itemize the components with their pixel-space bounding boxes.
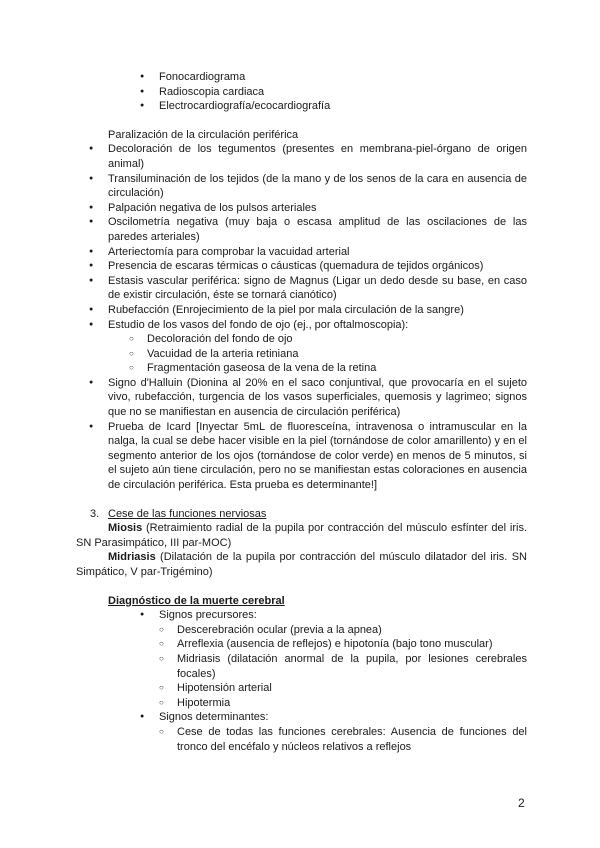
precursores-list bbox=[76, 623, 527, 711]
list-item: ● Radioscopia cardiaca bbox=[127, 85, 527, 100]
sublist-item: ○ Descerebración ocular (previa a la apnea) bbox=[159, 623, 527, 638]
list-item: ● Fonocardiograma bbox=[127, 70, 527, 85]
list-item: ● Transiluminación de los tejidos (de la mano y de los senos de la cara en ausencia de circulación) bbox=[76, 172, 527, 201]
list-item: ● Presencia de escaras térmicas o cáusticas (quemadura de tejidos orgánicos) bbox=[76, 259, 527, 274]
sublist-item: ○ Arreflexia (ausencia de reflejos) e hipotonía (bajo tono muscular) bbox=[159, 637, 527, 652]
midriasis-paragraph bbox=[76, 550, 527, 579]
section-heading-cese bbox=[76, 507, 527, 522]
list-item: ● Rubefacción (Enrojecimiento de la piel por mala circulación de la sangre) bbox=[76, 303, 527, 318]
fondo-ojo-sublist bbox=[76, 332, 527, 376]
section-number: 3. bbox=[90, 507, 100, 520]
section-title-paralizacion: Paralización de la circulación periférica bbox=[108, 128, 299, 141]
list-item: ● Electrocardiografía/ecocardiografía bbox=[127, 99, 527, 114]
miosis-description: (Retraimiento radial de la pupila por contracción del músculo esfínter del iris. SN Parasimpático, III par-MOC) bbox=[76, 522, 527, 549]
list-item: ● Prueba de Icard [Inyectar 5mL de fluoresceína, intravenosa o intramuscular en la nalga, la cual se debe hacer visible en la piel (tornándose de color amarillento) y en el segmento anterior de los ojos (tornándose de color verde) en menos de 5 minutos, si el sujeto aún tiene circulación, pero no se manifiestan estas coloraciones en ausencia de circulación periférica. Esta prueba es determinante!] bbox=[76, 420, 527, 493]
diagnostico-heading: Diagnóstico de la muerte cerebral bbox=[108, 594, 285, 607]
sublist-item: ○ Decoloración del fondo de ojo bbox=[129, 332, 527, 347]
determinantes-label: ● Signos determinantes: bbox=[127, 710, 527, 725]
spacer bbox=[76, 493, 527, 507]
miosis-paragraph bbox=[76, 521, 527, 550]
diagnostic-methods-list bbox=[76, 70, 527, 114]
sublist-item: ○ Hipotermia bbox=[159, 696, 527, 711]
determinantes-list bbox=[76, 725, 527, 754]
sublist-item: ○ Hipotensión arterial bbox=[159, 681, 527, 696]
list-item: ● Estasis vascular periférica: signo de Magnus (Ligar un dedo desde su base, en caso de existir circulación, éste se tornará cianótico) bbox=[76, 274, 527, 303]
page-number: 2 bbox=[518, 796, 525, 810]
list-item: ● Oscilometría negativa (muy baja o escasa amplitud de las oscilaciones de las paredes arteriales) bbox=[76, 215, 527, 244]
list-item: ● Arteriectomía para comprobar la vacuidad arterial bbox=[76, 245, 527, 260]
paralizacion-list-continued bbox=[76, 376, 527, 493]
page-content bbox=[76, 70, 527, 754]
sublist-item: ○ Cese de todas las funciones cerebrales: Ausencia de funciones del tronco del encéfalo y núcleos relativos a reflejos bbox=[159, 725, 527, 754]
determinantes-group bbox=[76, 710, 527, 725]
sublist-item: ○ Fragmentación gaseosa de la vena de la retina bbox=[129, 361, 527, 376]
precursores-label: ● Signos precursores: bbox=[127, 608, 527, 623]
list-item: ● Decoloración de los tegumentos (presentes en membrana-piel-órgano de origen animal) bbox=[76, 142, 527, 171]
sublist-item: ○ Midriasis (dilatación anormal de la pupila, por lesiones cerebrales focales) bbox=[159, 652, 527, 681]
midriasis-term: Midriasis bbox=[108, 551, 156, 564]
section-title-cese: Cese de las funciones nerviosas bbox=[108, 507, 267, 520]
list-item: ● Estudio de los vasos del fondo de ojo (ej., por oftalmoscopia): bbox=[76, 318, 527, 333]
miosis-term: Miosis bbox=[108, 522, 143, 535]
midriasis-description: (Dilatación de la pupila por contracción del músculo dilatador del iris. SN Simpático, V par-Trigémino) bbox=[76, 551, 527, 578]
list-item: ● Signo d'Halluin (Dionina al 20% en el saco conjuntival, que provocaría en el sujeto vivo, rubefacción, turgencia de los vasos superficiales, quemosis y lagrimeo; signos que no se manifiestan en ausencia de circulación periférica) bbox=[76, 376, 527, 420]
list-item: ● Palpación negativa de los pulsos arteriales bbox=[76, 201, 527, 216]
paralizacion-list bbox=[76, 142, 527, 332]
sublist-item: ○ Vacuidad de la arteria retiniana bbox=[129, 347, 527, 362]
precursores-group bbox=[76, 608, 527, 623]
